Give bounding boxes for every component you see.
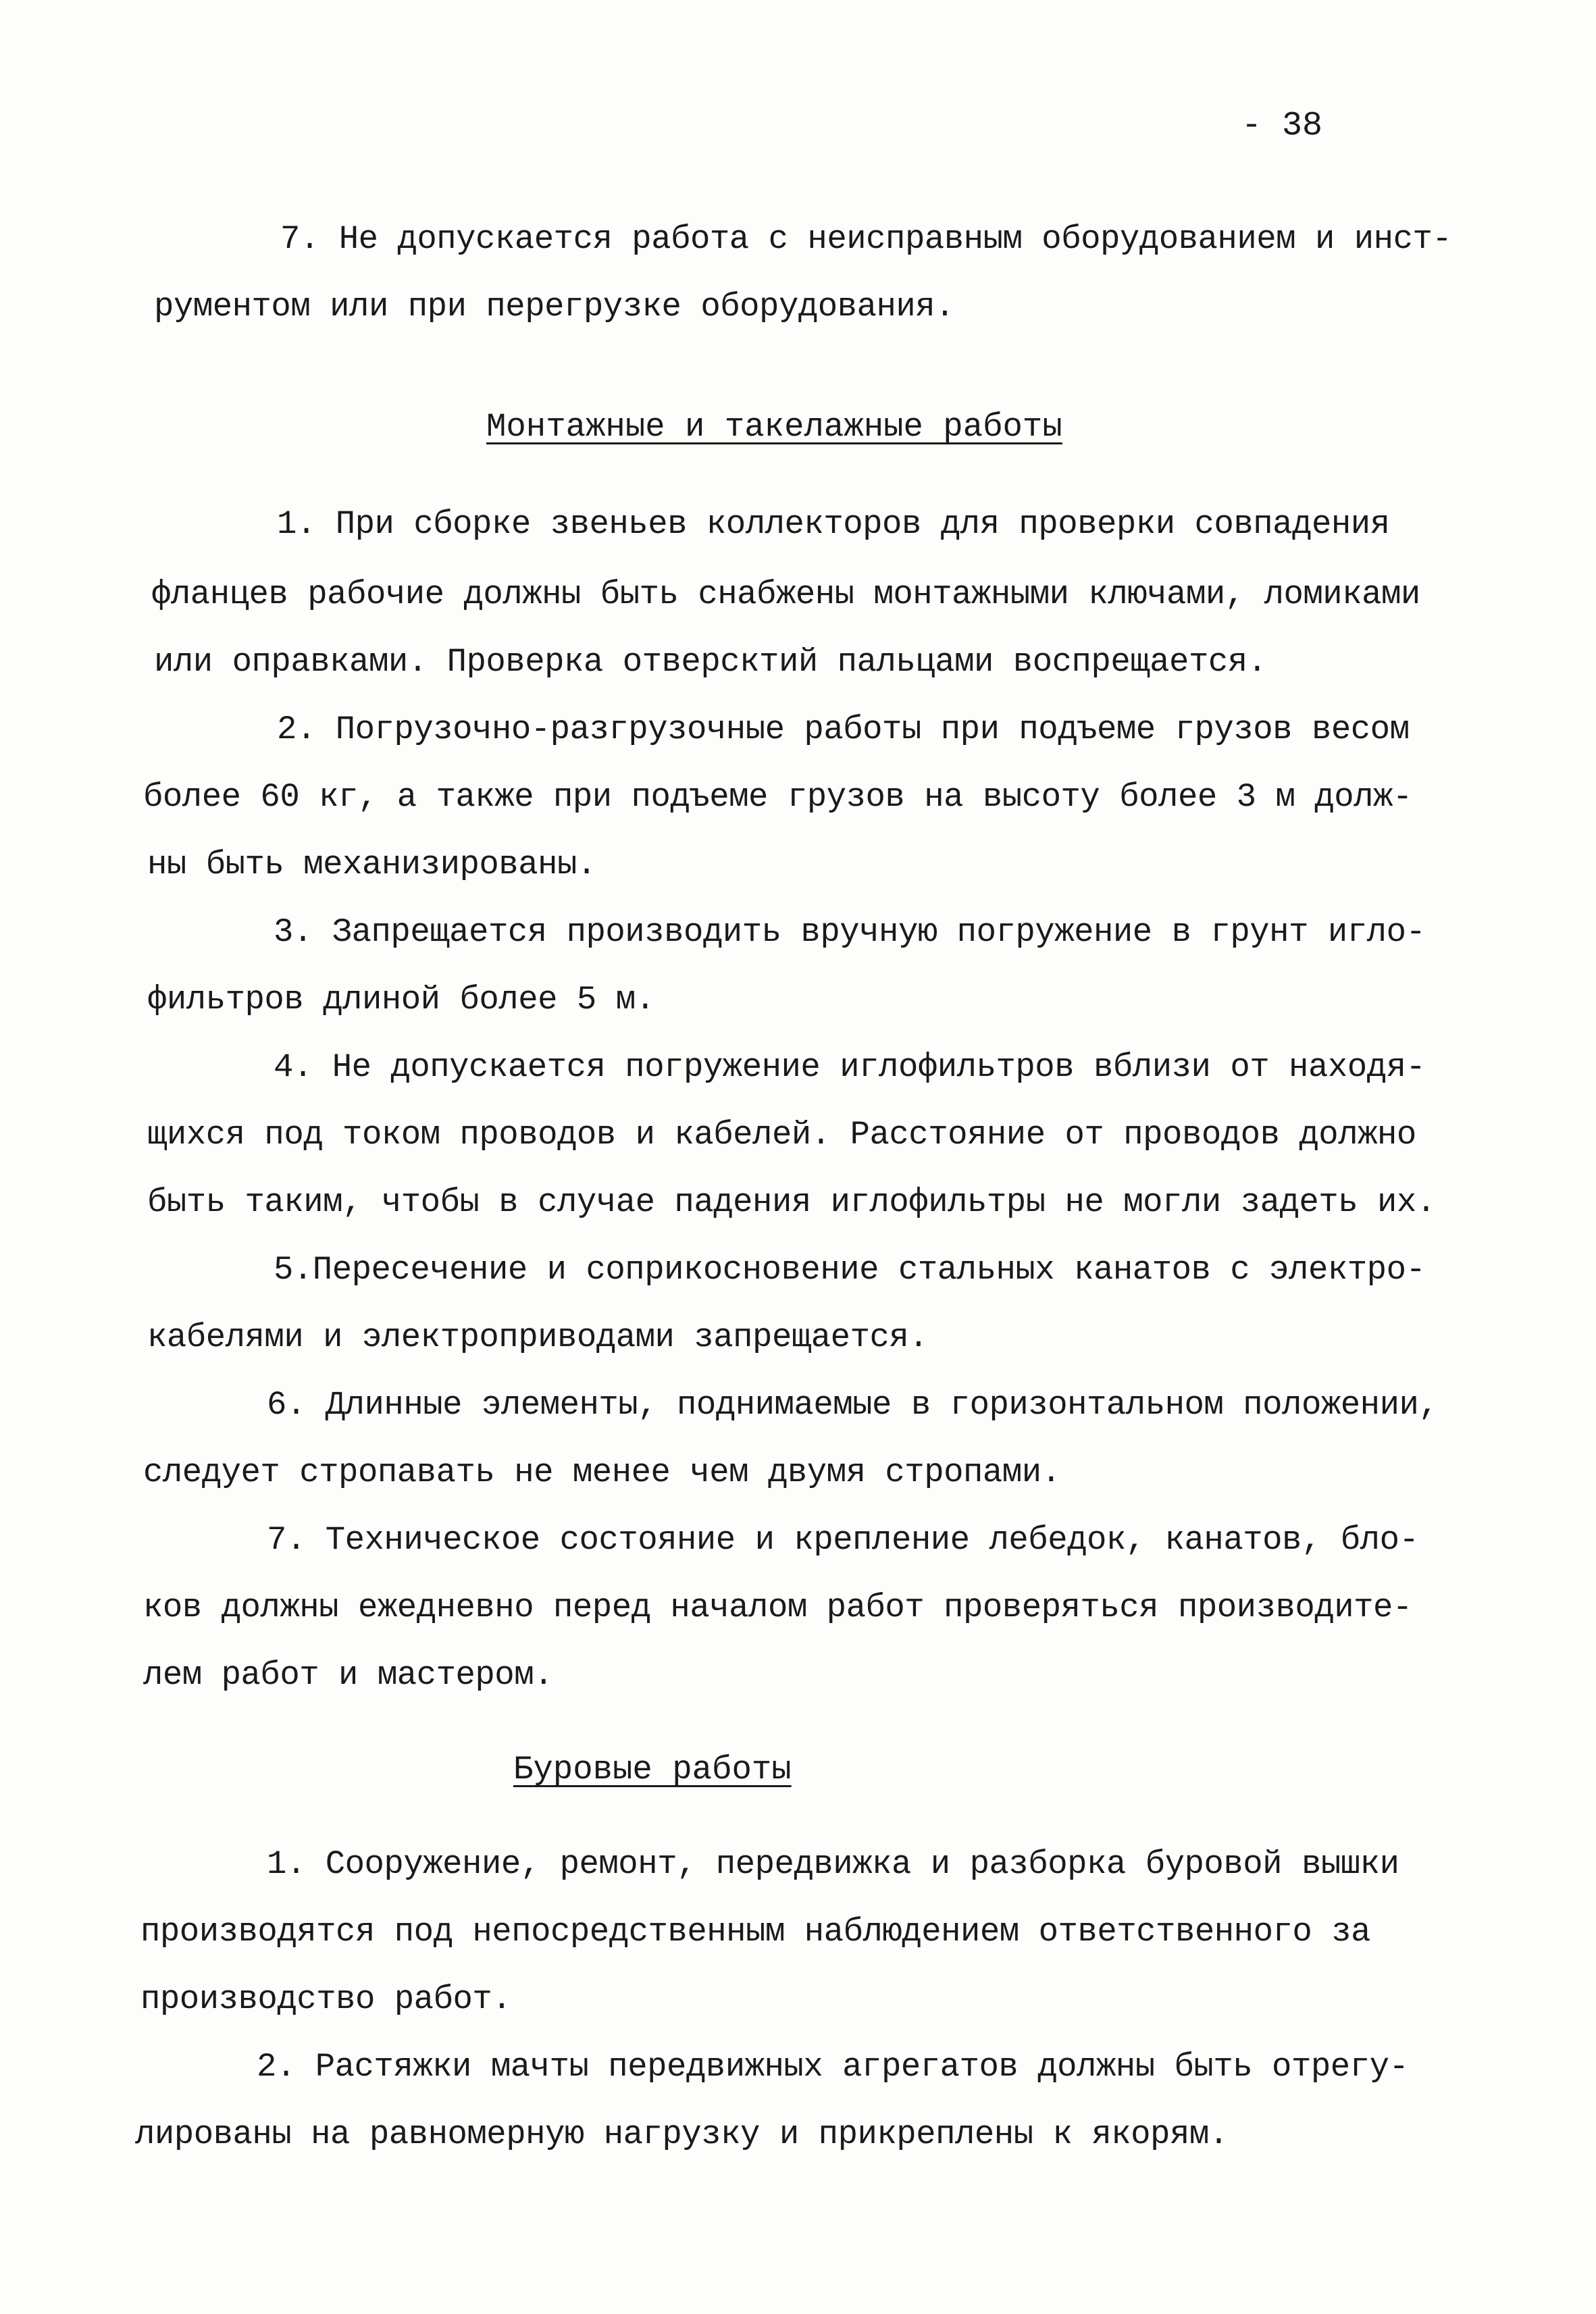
text-line: ков должны ежедневно перед началом работ проверяться производите- <box>143 1589 1412 1626</box>
text-line: 4. Не допускается погружение иглофильтров вблизи от находя- <box>274 1048 1426 1086</box>
text-line: быть таким, чтобы в случае падения иглофильтры не могли задеть их. <box>147 1183 1436 1221</box>
text-line: кабелями и электроприводами запрещается. <box>147 1318 929 1356</box>
text-line: лем работ и мастером. <box>143 1656 554 1694</box>
text-line: фланцев рабочие должны быть снабжены монтажными ключами, ломиками <box>151 575 1420 613</box>
text-line: следует стропавать не менее чем двумя стропами. <box>143 1454 1061 1491</box>
text-line: 1. Сооружение, ремонт, передвижка и разборка буровой вышки <box>267 1845 1399 1883</box>
text-line: фильтров длиной более 5 м. <box>147 981 655 1019</box>
text-line: или оправками. Проверка отверсктий пальцами воспрещается. <box>154 643 1267 681</box>
text-line: рументом или при перегрузке оборудования. <box>154 288 955 326</box>
text-line: 3. Запрещается производить вручную погружение в грунт игло- <box>274 913 1426 951</box>
text-line: производство работ. <box>140 1980 512 2018</box>
page-number: - 38 <box>1241 107 1323 145</box>
text-line: 7. Техническое состояние и крепление лебедок, канатов, бло- <box>267 1521 1419 1559</box>
text-line: щихся под током проводов и кабелей. Расстояние от проводов должно <box>147 1116 1416 1154</box>
text-line: 5.Пересечение и соприкосновение стальных канатов с электро- <box>274 1251 1426 1289</box>
text-line: 6. Длинные элементы, поднимаемые в горизонтальном положении, <box>267 1386 1439 1424</box>
text-line: производятся под непосредственным наблюдением ответственного за <box>140 1913 1371 1951</box>
text-line: 2. Погрузочно-разгрузочные работы при подъеме грузов весом <box>277 711 1410 748</box>
text-line: 2. Растяжки мачты передвижных агрегатов должны быть отрегу- <box>257 2048 1409 2086</box>
text-line: более 60 кг, а также при подъеме грузов на высоту более 3 м долж- <box>143 778 1412 816</box>
section-heading: Буровые работы <box>513 1751 792 1789</box>
text-line: лированы на равномерную нагрузку и прикреплены к якорям. <box>135 2115 1229 2153</box>
text-line: ны быть механизированы. <box>147 846 596 883</box>
section-heading: Монтажные и такелажные работы <box>486 408 1062 446</box>
text-line: 1. При сборке звеньев коллекторов для проверки совпадения <box>277 505 1390 543</box>
text-line: 7. Не допускается работа с неисправным оборудованием и инст- <box>280 220 1452 258</box>
